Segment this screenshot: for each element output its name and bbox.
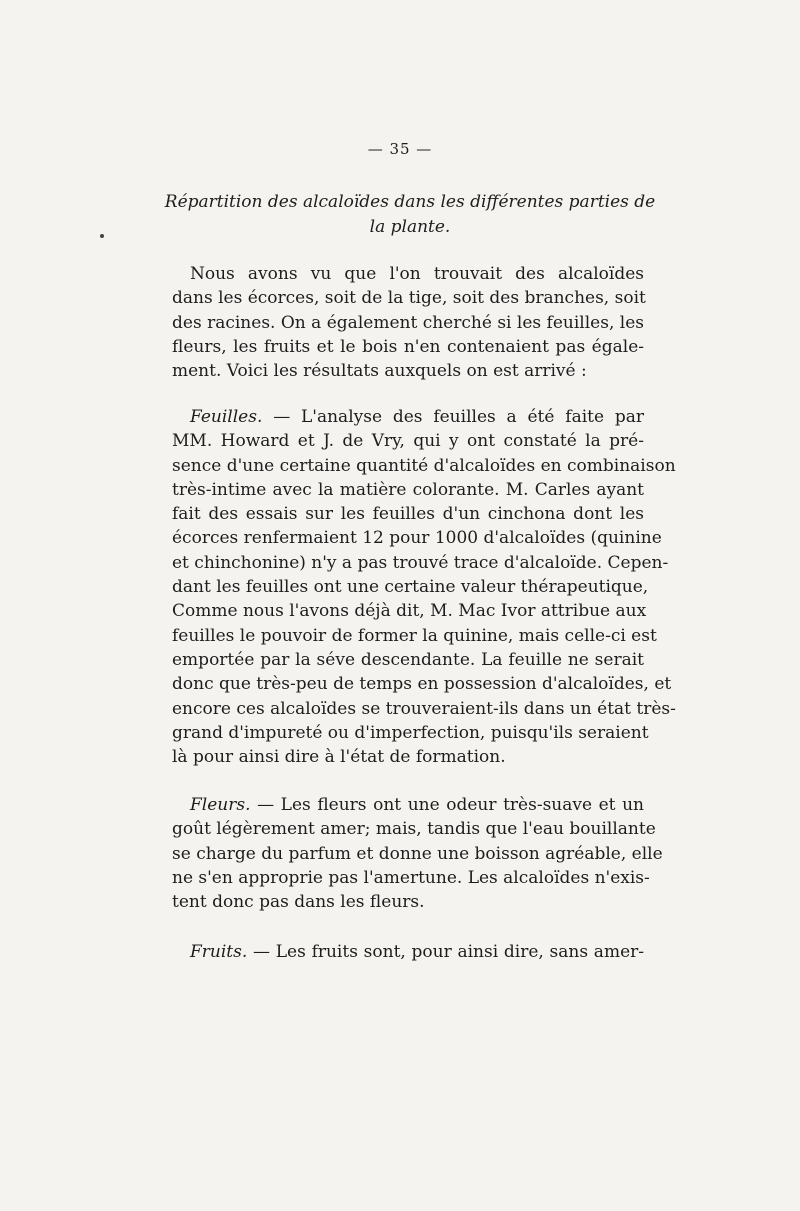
intro-paragraph xyxy=(172,262,644,383)
stray-ink-dot xyxy=(100,234,104,238)
feuilles-line: — L'analyse des feuilles a été faite par xyxy=(262,407,644,427)
fruits-line: — Les fruits sont, pour ainsi dire, sans amer- xyxy=(247,942,644,962)
intro-line: dans les écorces, soit de la tige, soit des branches, soit xyxy=(172,288,646,309)
heading-line-2: la plante. xyxy=(369,217,451,237)
fleurs-line: tent donc pas dans les fleurs. xyxy=(172,892,425,913)
feuilles-line: fait des essais sur les feuilles d'un cinchona dont les xyxy=(172,504,644,525)
heading-line-1: Répartition des alcaloïdes dans les différentes parties de xyxy=(164,192,656,212)
section-heading xyxy=(150,190,670,240)
feuilles-line: là pour ainsi dire à l'état de formation. xyxy=(172,747,506,768)
fleurs-line: goût légèrement amer; mais, tandis que l'eau bouillante xyxy=(172,819,656,840)
feuilles-lead: Feuilles. xyxy=(190,407,263,427)
intro-line: des racines. On a également cherché si les feuilles, les xyxy=(172,312,644,333)
feuilles-line: emportée par la séve descendante. La feuille ne serait xyxy=(172,649,644,670)
fruits-lead: Fruits. xyxy=(190,942,248,962)
fruits-line-first xyxy=(172,940,644,964)
fleurs-line: se charge du parfum et donne une boisson agréable, elle xyxy=(172,843,663,864)
feuilles-line: grand d'impureté ou d'imperfection, puisqu'ils seraient xyxy=(172,722,649,743)
feuilles-line: MM. Howard et J. de Vry, qui y ont constaté la pré- xyxy=(172,431,644,452)
feuilles-line: donc que très-peu de temps en possession d'alcaloïdes, et xyxy=(172,674,672,695)
fleurs-lead: Fleurs. xyxy=(190,795,251,815)
intro-line: fleurs, les fruits et le bois n'en contenaient pas égale- xyxy=(172,336,644,357)
fleurs-line: — Les fleurs ont une odeur très-suave et un xyxy=(250,795,644,815)
page-number: — 35 — xyxy=(367,140,433,158)
feuilles-line-first xyxy=(172,405,644,429)
fruits-paragraph xyxy=(172,940,644,964)
feuilles-line: sence d'une certaine quantité d'alcaloïdes en combinaison xyxy=(172,455,676,476)
feuilles-line: Comme nous l'avons déjà dit, M. Mac Ivor attribue aux xyxy=(172,601,647,622)
feuilles-line: feuilles le pouvoir de former la quinine, mais celle-ci est xyxy=(172,625,657,646)
feuilles-line: très-intime avec la matière colorante. M. Carles ayant xyxy=(172,479,644,500)
feuilles-line: écorces renfermaient 12 pour 1000 d'alcaloïdes (quinine xyxy=(172,528,662,549)
fleurs-paragraph xyxy=(172,793,663,914)
fleurs-line: ne s'en approprie pas l'amertune. Les alcaloïdes n'exis- xyxy=(172,867,650,888)
feuilles-paragraph xyxy=(172,405,676,769)
feuilles-line: dant les feuilles ont une certaine valeur thérapeutique, xyxy=(172,577,649,598)
fleurs-line-first xyxy=(172,793,644,817)
intro-line: Nous avons vu que l'on trouvait des alcaloïdes xyxy=(190,264,644,284)
feuilles-line: encore ces alcaloïdes se trouveraient-ils dans un état très- xyxy=(172,698,676,719)
feuilles-line: et chinchonine) n'y a pas trouvé trace d'alcaloïde. Cepen- xyxy=(172,552,669,573)
intro-line: ment. Voici les résultats auxquels on est arrivé : xyxy=(172,361,587,382)
